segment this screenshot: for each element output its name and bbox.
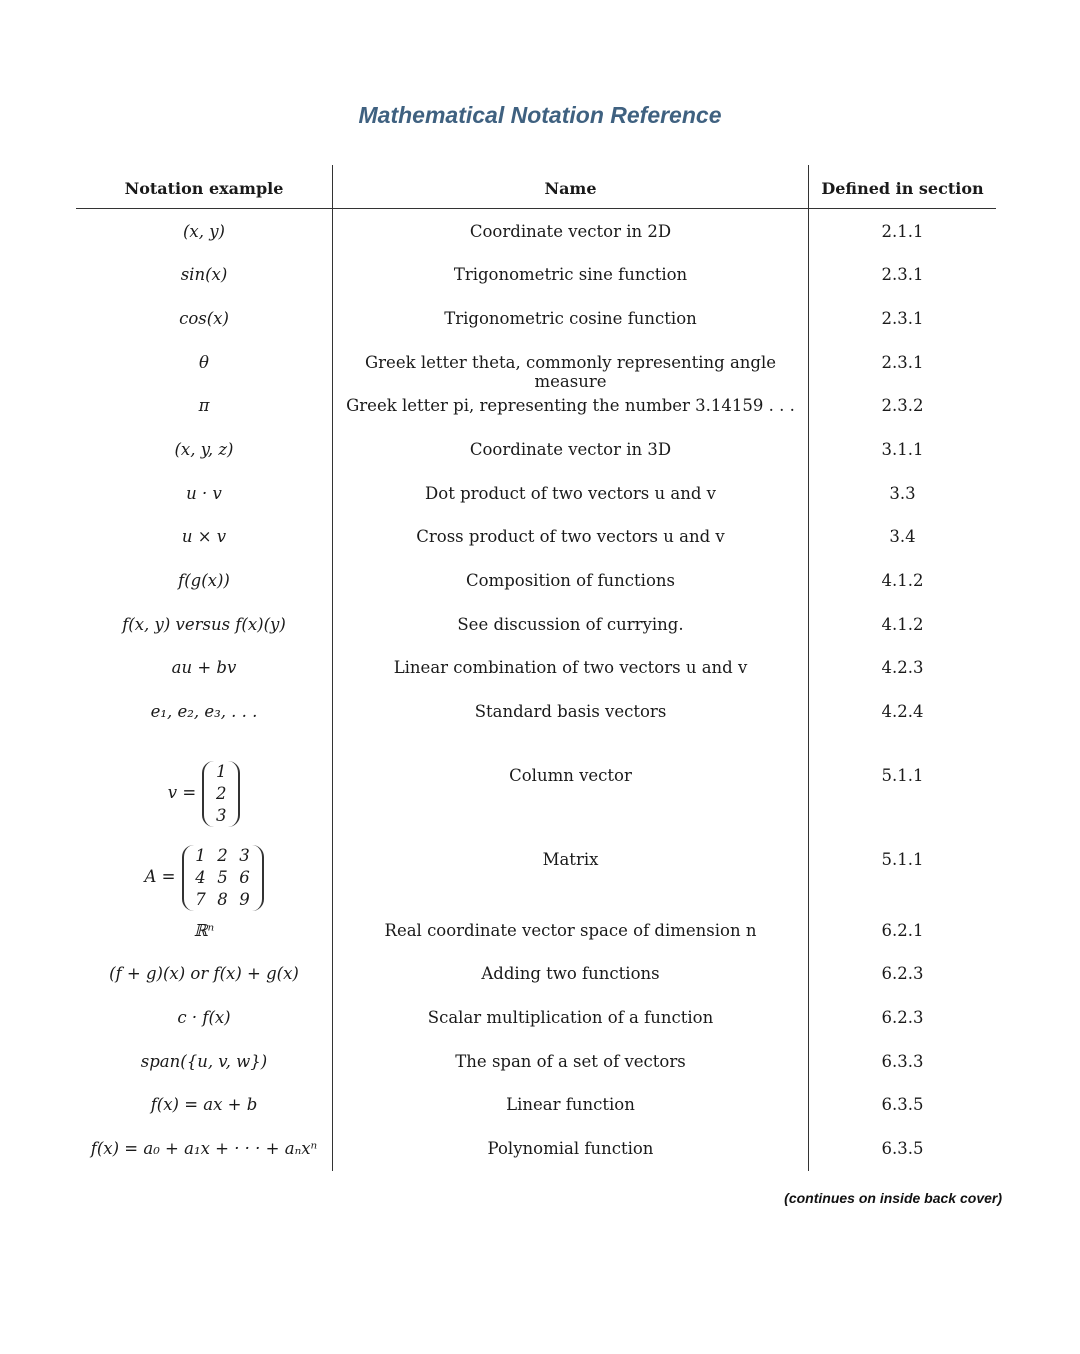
name-cell: The span of a set of vectors (455, 1052, 686, 1071)
matrix-entry: 4 (195, 867, 206, 887)
section-cell: 2.3.1 (881, 309, 924, 328)
matrix-entry: 5 (217, 867, 228, 887)
matrix-entry: 1 (195, 845, 206, 865)
name-cell: Linear function (506, 1095, 635, 1114)
page-title: Mathematical Notation Reference (358, 102, 722, 128)
section-cell: 3.3 (889, 484, 916, 503)
notation-text: c · f(x) (177, 1008, 231, 1027)
section-cell: 6.3.5 (881, 1139, 924, 1158)
notation-cell (76, 396, 332, 415)
notation-text: u × v (181, 527, 227, 546)
matrix-entry: 3 (239, 845, 250, 865)
notation-text: e₁, e₂, e₃, . . . (150, 702, 258, 721)
continuation-note: (continues on inside back cover) (784, 1190, 1002, 1206)
name-cell: Greek letter theta, commonly representing angle measure (364, 353, 777, 391)
name-cell: Trigonometric cosine function (444, 309, 697, 328)
notation-cell (76, 440, 332, 459)
notation-text: f(g(x)) (178, 571, 230, 590)
section-cell: 2.3.1 (881, 265, 924, 284)
name-cell: Coordinate vector in 2D (469, 222, 672, 241)
table-row (76, 758, 996, 828)
notation-cell (76, 222, 332, 241)
name-cell: Real coordinate vector space of dimension n (384, 921, 757, 940)
section-cell: 4.1.2 (881, 615, 924, 634)
notation-cell (76, 527, 332, 546)
table-row (76, 309, 996, 333)
notation-text: f(x) = a₀ + a₁x + · · · + aₙxⁿ (90, 1139, 318, 1158)
notation-cell (76, 758, 332, 828)
notation-text: ℝⁿ (193, 921, 215, 940)
table-row (76, 842, 996, 912)
section-cell: 6.2.3 (881, 1008, 924, 1027)
notation-text: A = (144, 867, 176, 886)
section-cell: 6.3.5 (881, 1095, 924, 1114)
notation-text: au + bv (171, 658, 237, 677)
section-cell: 6.2.3 (881, 964, 924, 983)
section-cell: 6.3.3 (881, 1052, 924, 1071)
matrix-entry: 9 (239, 889, 250, 909)
matrix-entry: 1 (215, 761, 227, 781)
notation-text: (x, y) (183, 222, 225, 241)
table-row (76, 964, 996, 988)
name-cell: Adding two functions (481, 964, 660, 983)
name-cell: Scalar multiplication of a function (427, 1008, 714, 1027)
name-cell: Linear combination of two vectors u and v (393, 658, 748, 677)
table-row (76, 658, 996, 682)
notation-cell (76, 353, 332, 372)
notation-text: (f + g)(x) or f(x) + g(x) (109, 964, 299, 983)
section-cell: 5.1.1 (881, 850, 924, 869)
section-cell: 2.3.1 (881, 353, 924, 372)
table-row (76, 222, 996, 246)
notation-text: cos(x) (179, 309, 229, 328)
table-row (76, 1095, 996, 1119)
notation-cell (76, 1139, 332, 1158)
section-cell: 6.2.1 (881, 921, 924, 940)
table-row (76, 353, 996, 391)
name-cell: Standard basis vectors (474, 702, 667, 721)
matrix-entry: 7 (195, 889, 206, 909)
header-name: Name (544, 179, 597, 198)
notation-text: θ (199, 353, 209, 372)
notation-cell (76, 842, 332, 912)
table-row (76, 484, 996, 508)
name-cell: Greek letter pi, representing the number 3.14159 . . . (346, 396, 795, 415)
table-row (76, 396, 996, 420)
notation-text: span({u, v, w}) (140, 1052, 268, 1071)
notation-cell (76, 702, 332, 721)
table-row (76, 1008, 996, 1032)
section-cell: 4.1.2 (881, 571, 924, 590)
table-row (76, 921, 996, 945)
name-cell: Composition of functions (466, 571, 675, 590)
notation-text: (x, y, z) (174, 440, 234, 459)
table-row (76, 440, 996, 464)
notation-cell (76, 1052, 332, 1071)
table-row (76, 527, 996, 551)
name-cell: Cross product of two vectors u and v (416, 527, 725, 546)
notation-text: f(x) = ax + b (150, 1095, 258, 1114)
name-cell: Column vector (509, 766, 632, 785)
section-cell: 3.1.1 (881, 440, 924, 459)
header-section: Defined in section (821, 179, 984, 198)
table-row (76, 1139, 996, 1163)
section-cell: 5.1.1 (881, 766, 924, 785)
notation-text: v = (167, 783, 197, 802)
name-cell: Polynomial function (487, 1139, 654, 1158)
matrix (202, 761, 240, 827)
notation-cell (76, 658, 332, 677)
matrix-entry: 6 (239, 867, 250, 887)
table-row (76, 1052, 996, 1076)
name-cell: See discussion of currying. (457, 615, 684, 634)
notation-text: f(x, y) versus f(x)(y) (122, 615, 286, 634)
table-row (76, 265, 996, 289)
matrix-entry: 8 (217, 889, 228, 909)
name-cell: Coordinate vector in 3D (469, 440, 672, 459)
table-row (76, 571, 996, 595)
matrix-entry: 2 (217, 845, 228, 865)
notation-cell (76, 921, 332, 940)
notation-cell (76, 309, 332, 328)
notation-text: u · v (186, 484, 222, 503)
matrix (182, 845, 264, 911)
section-cell: 4.2.4 (881, 702, 924, 721)
notation-cell (76, 265, 332, 284)
table-row (76, 615, 996, 639)
section-cell: 2.3.2 (881, 396, 924, 415)
notation-cell (76, 964, 332, 983)
table-header (76, 165, 996, 209)
matrix-entry: 3 (215, 805, 227, 825)
name-cell: Matrix (542, 850, 599, 869)
notation-cell (76, 484, 332, 503)
section-cell: 4.2.3 (881, 658, 924, 677)
notation-text: π (198, 396, 210, 415)
header-notation: Notation example (124, 179, 284, 198)
notation-cell (76, 615, 332, 634)
table-row (76, 702, 996, 726)
notation-cell (76, 1095, 332, 1114)
notation-text: sin(x) (180, 265, 228, 284)
notation-cell (76, 1008, 332, 1027)
section-cell: 3.4 (889, 527, 916, 546)
matrix-entry: 2 (215, 783, 227, 803)
name-cell: Dot product of two vectors u and v (425, 484, 716, 503)
name-cell: Trigonometric sine function (453, 265, 688, 284)
section-cell: 2.1.1 (881, 222, 924, 241)
notation-cell (76, 571, 332, 590)
